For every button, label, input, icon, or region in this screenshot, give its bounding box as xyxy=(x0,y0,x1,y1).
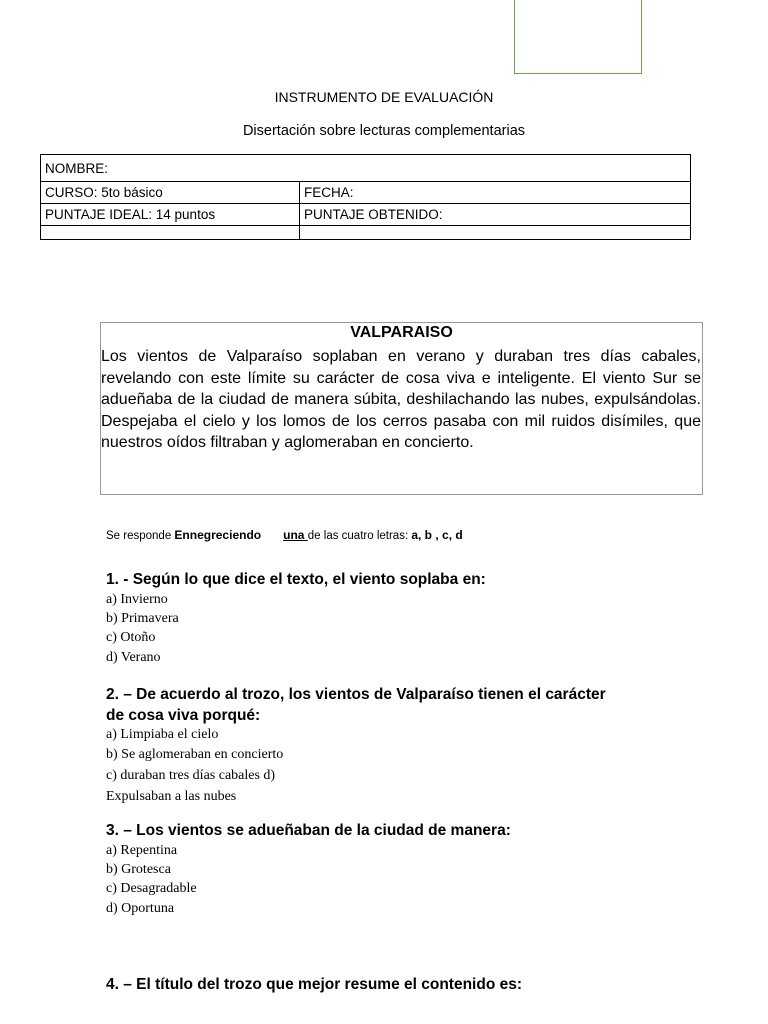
document-subtitle: Disertación sobre lecturas complementarias xyxy=(242,123,526,139)
question-1-option-b[interactable]: b) Primavera xyxy=(106,611,179,626)
question-3-option-d[interactable]: d) Oportuna xyxy=(106,901,175,916)
fecha-cell: FECHA: xyxy=(300,182,691,204)
question-2-option-c[interactable]: c) duraban tres días cabales d) xyxy=(106,768,276,783)
question-2-option-d[interactable]: Expulsaban a las nubes xyxy=(106,789,237,804)
instructions-prefix: Se responde xyxy=(106,530,175,542)
question-1-option-a[interactable]: a) Invierno xyxy=(106,592,168,607)
question-1-option-d[interactable]: d) Verano xyxy=(106,650,161,665)
puntaje-ideal-cell: PUNTAJE IDEAL: 14 puntos xyxy=(41,204,300,226)
question-1: 1. - Según lo que dice el texto, el viento soplaba en: xyxy=(106,571,486,588)
question-2-option-a[interactable]: a) Limpiaba el cielo xyxy=(106,727,219,742)
nombre-cell: NOMBRE: xyxy=(41,155,691,182)
question-3-option-a[interactable]: a) Repentina xyxy=(106,843,178,858)
passage-text: Los vientos de Valparaíso soplaban en verano y duraban tres días cabales, revelando con este límite su carácter de cosa viva e inteligente. El viento Sur se adueñaba de la ciudad de manera súbita, deshilachando las nubes, expulsándolas. Despejaba el cielo y los lomos de los cerros pasaba con mil ruidos disímiles, que nuestros oídos filtraban y aglomeraban en concierto. xyxy=(101,348,701,451)
instructions-letters: a, b , c, d xyxy=(411,528,463,542)
question-4: 4. – El título del trozo que mejor resume el contenido es: xyxy=(106,976,522,993)
document-title: INSTRUMENTO DE EVALUACIÓN xyxy=(274,89,494,105)
instructions xyxy=(106,528,463,542)
question-2-line-1: 2. – De acuerdo al trozo, los vientos de Valparaíso tienen el carácter xyxy=(106,686,606,703)
question-3-option-c[interactable]: c) Desagradable xyxy=(106,881,197,896)
question-3: 3. – Los vientos se adueñaban de la ciudad de manera: xyxy=(106,822,511,839)
empty-cell xyxy=(300,226,691,240)
instructions-bold: Ennegreciendo xyxy=(174,528,262,542)
instructions-middle: de las cuatro letras: xyxy=(307,530,412,542)
question-1-option-c[interactable]: c) Otoño xyxy=(106,630,156,645)
instructions-underlined: una xyxy=(283,528,308,542)
green-frame xyxy=(514,0,642,74)
curso-cell: CURSO: 5to básico xyxy=(41,182,300,204)
question-3-option-b[interactable]: b) Grotesca xyxy=(106,862,171,877)
question-2-option-b[interactable]: b) Se aglomeraban en concierto xyxy=(106,747,284,762)
student-info-table xyxy=(40,154,691,240)
question-2-line-2: de cosa viva porqué: xyxy=(106,707,261,724)
puntaje-obtenido-cell: PUNTAJE OBTENIDO: xyxy=(300,204,691,226)
empty-cell xyxy=(41,226,300,240)
passage-title: VALPARAISO xyxy=(350,324,453,341)
